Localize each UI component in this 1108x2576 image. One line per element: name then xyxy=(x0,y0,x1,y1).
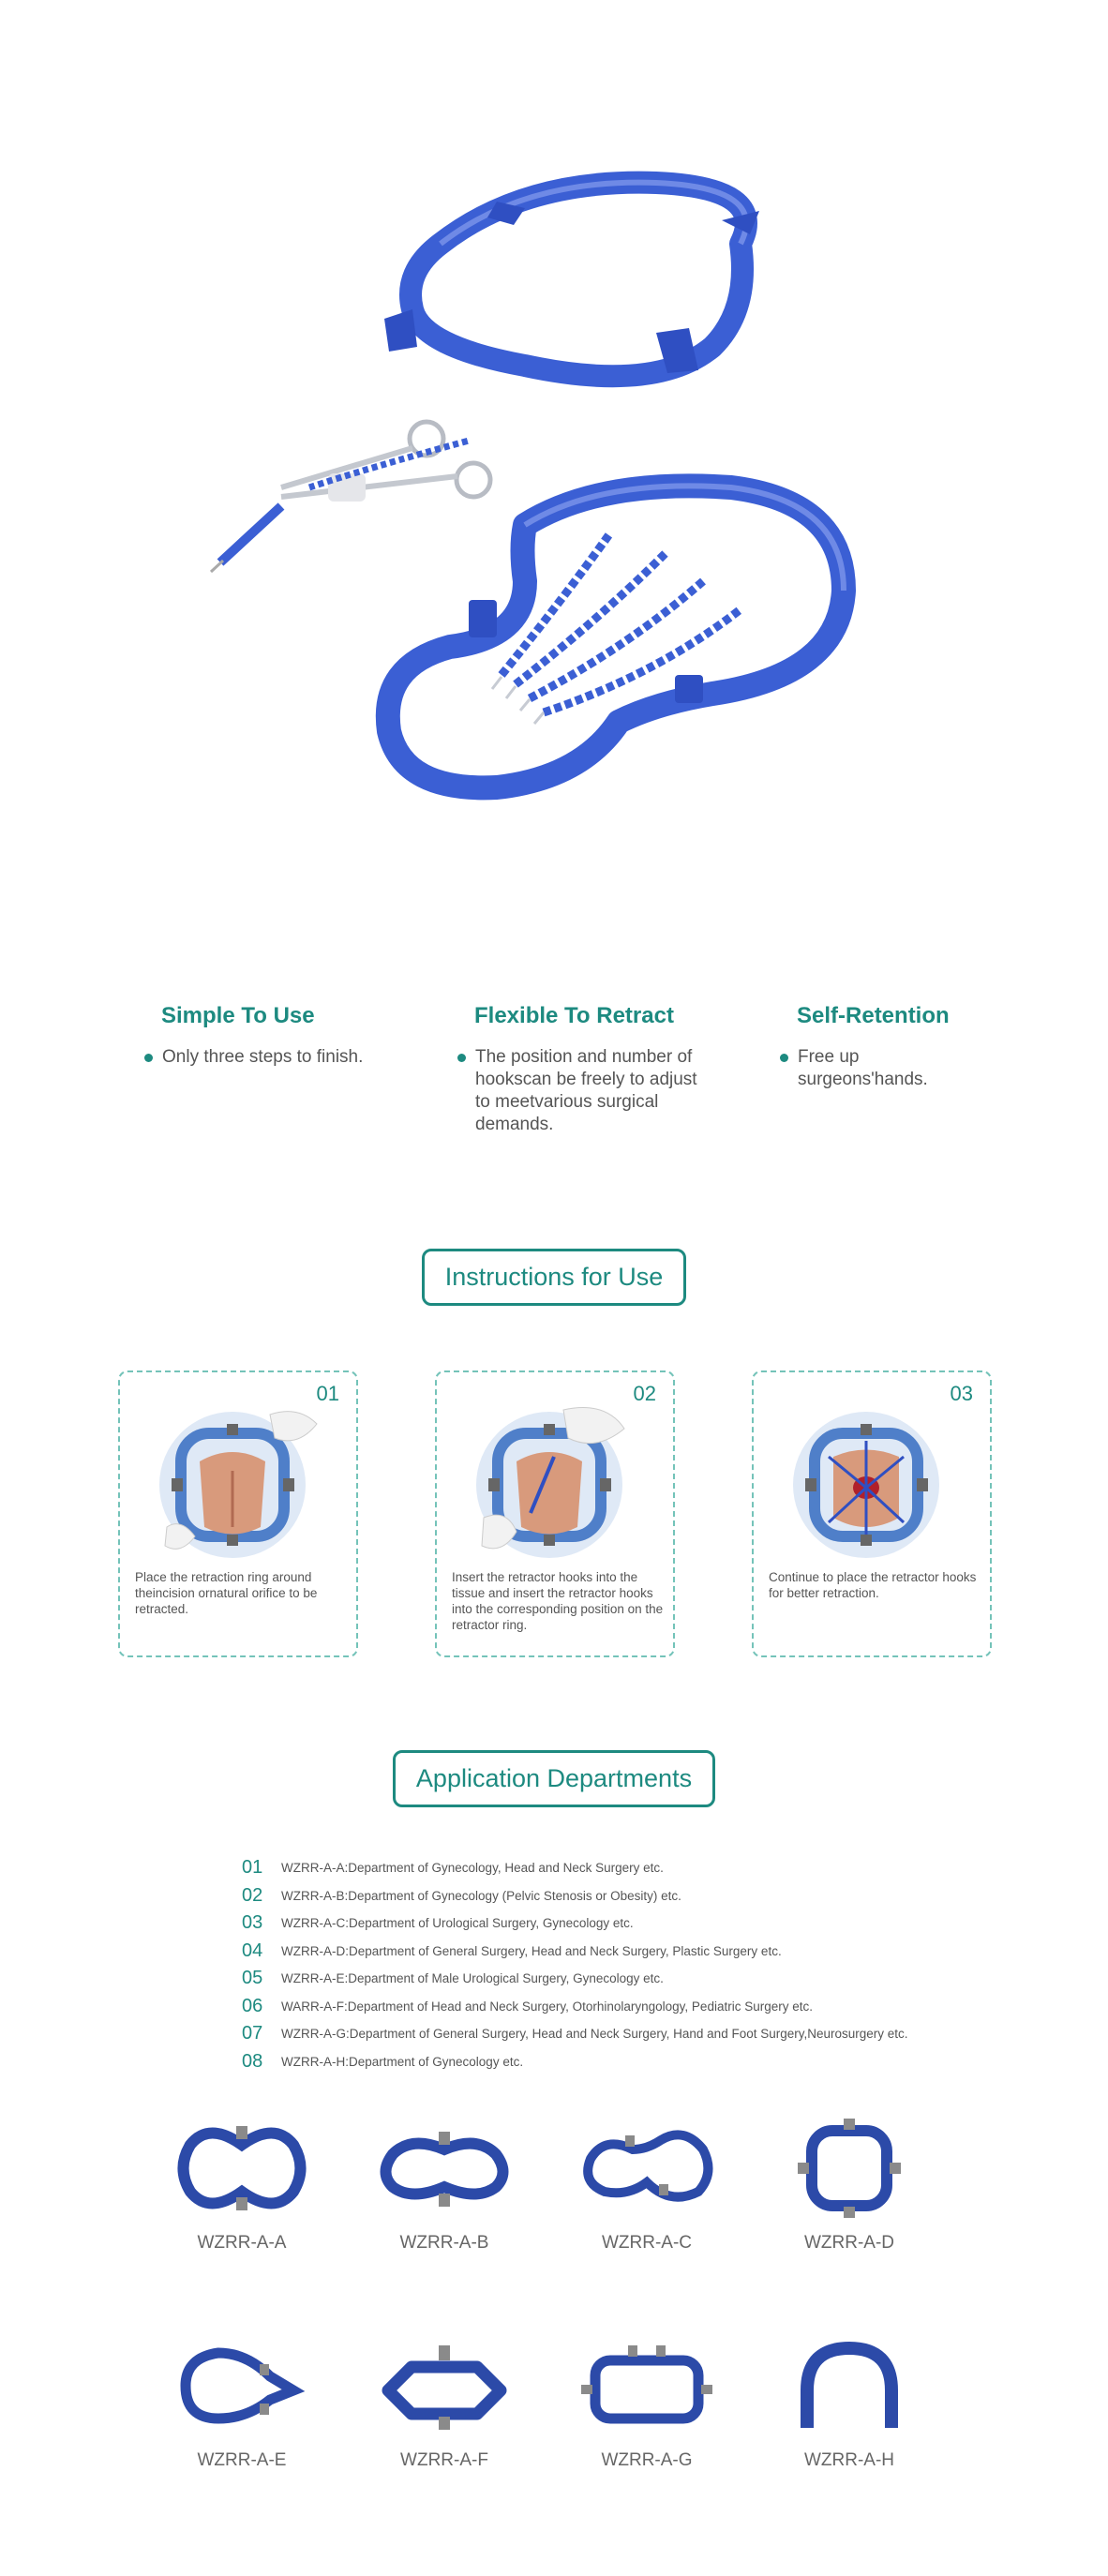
step-number: 02 xyxy=(633,1382,656,1405)
model-card xyxy=(756,2334,943,2471)
step-description: Insert the retractor hooks into the tissue and insert the retractor hooks into the corresponding position on the retractor ring. xyxy=(452,1570,664,1632)
model-b-oval-ring xyxy=(374,2117,515,2220)
model-label: WZRR-A-A xyxy=(197,2233,287,2253)
feature-text: The position and number of hookscan be freely to adjust to meetvarious surgical demands. xyxy=(475,1047,697,1134)
model-label: WZRR-A-C xyxy=(601,2233,693,2253)
feature-bullet-item xyxy=(457,1046,699,1136)
model-card xyxy=(553,2117,741,2254)
step-1-illustration xyxy=(157,1405,326,1565)
feature-title: Flexible To Retract xyxy=(474,1003,674,1028)
feature-bullet-item xyxy=(780,1046,966,1091)
model-g-rectangle-ring xyxy=(576,2334,717,2437)
dept-number: 08 xyxy=(242,2050,263,2072)
dept-number: 03 xyxy=(242,1912,263,1934)
list-item xyxy=(242,1938,908,1966)
list-item xyxy=(242,1993,908,2021)
dept-text: WARR-A-F:Department of Head and Neck Surgery, Otorhinolaryngology, Pediatric Surgery etc. xyxy=(281,1999,813,2014)
model-card xyxy=(351,2117,538,2254)
model-card xyxy=(351,2334,538,2471)
model-card xyxy=(553,2334,741,2471)
model-label: WZRR-A-E xyxy=(197,2450,287,2470)
list-item xyxy=(242,2048,908,2076)
departments-heading xyxy=(0,1750,1108,1807)
list-item xyxy=(242,1965,908,1993)
instruction-step-card xyxy=(435,1370,675,1657)
dept-text: WZRR-A-C:Department of Urological Surgery, Gynecology etc. xyxy=(281,1916,634,1931)
instruction-step-card xyxy=(118,1370,358,1657)
dept-text: WZRR-A-D:Department of General Surgery, Head and Neck Surgery, Plastic Surgery etc. xyxy=(281,1943,782,1958)
dept-number: 05 xyxy=(242,1968,263,1989)
dept-text: WZRR-A-E:Department of Male Urological Surgery, Gynecology etc. xyxy=(281,1971,664,1986)
model-label: WZRR-A-D xyxy=(803,2233,895,2253)
feature-title: Self-Retention xyxy=(797,1003,950,1028)
model-d-square-ring xyxy=(779,2117,920,2220)
model-label: WZRR-A-F xyxy=(400,2450,488,2470)
retractor-product-illustration xyxy=(0,0,1108,937)
feature-flexible-to-retract xyxy=(474,1003,699,1136)
list-item xyxy=(242,1854,908,1882)
bullet-icon xyxy=(780,1054,788,1062)
instructions-heading xyxy=(0,1249,1108,1306)
dept-text: WZRR-A-G:Department of General Surgery, Head and Neck Surgery, Hand and Foot Surgery,Neurosurgery etc. xyxy=(281,2027,908,2042)
bottom-ring xyxy=(388,486,844,787)
dept-text: WZRR-A-B:Department of Gynecology (Pelvic Stenosis or Obesity) etc. xyxy=(281,1888,681,1903)
instruction-step-card xyxy=(752,1370,992,1657)
model-card xyxy=(148,2117,336,2254)
feature-self-retention xyxy=(797,1003,966,1091)
dept-number: 07 xyxy=(242,2023,263,2044)
instructions-title: Instructions for Use xyxy=(422,1249,687,1306)
bullet-icon xyxy=(457,1054,466,1062)
feature-title: Simple To Use xyxy=(161,1003,315,1028)
top-ring xyxy=(411,183,746,377)
hero-product-image xyxy=(0,0,1108,937)
hook-clamp-tool xyxy=(211,422,490,572)
model-c-figure8-ring xyxy=(576,2117,717,2220)
dept-number: 02 xyxy=(242,1884,263,1906)
model-f-hexagon-ring xyxy=(374,2334,515,2437)
model-a-figure8-ring xyxy=(172,2117,312,2220)
model-label: WZRR-A-G xyxy=(601,2450,693,2470)
model-label: WZRR-A-H xyxy=(803,2450,895,2470)
feature-text: Free up surgeons'hands. xyxy=(798,1047,928,1089)
step-2-illustration xyxy=(474,1405,643,1565)
model-label: WZRR-A-B xyxy=(399,2233,489,2253)
step-description: Place the retraction ring around theincision ornatural orifice to be retracted. xyxy=(135,1570,318,1616)
model-e-teardrop-ring xyxy=(172,2334,312,2437)
bullet-icon xyxy=(144,1054,153,1062)
step-number: 03 xyxy=(950,1382,973,1405)
step-description: Continue to place the retractor hooks for better retraction. xyxy=(769,1570,977,1600)
dept-number: 01 xyxy=(242,1857,263,1879)
step-number: 01 xyxy=(316,1382,339,1405)
feature-bullet-item xyxy=(144,1046,386,1069)
list-item xyxy=(242,1882,908,1910)
list-item xyxy=(242,2020,908,2048)
step-3-illustration xyxy=(791,1405,960,1565)
departments-title: Application Departments xyxy=(393,1750,715,1807)
model-h-horseshoe-ring xyxy=(779,2334,920,2437)
dept-number: 04 xyxy=(242,1939,263,1961)
feature-simple-to-use xyxy=(161,1003,386,1069)
dept-text: WZRR-A-H:Department of Gynecology etc. xyxy=(281,2054,524,2069)
feature-text: Only three steps to finish. xyxy=(162,1047,364,1067)
departments-list xyxy=(242,1854,908,2075)
dept-text: WZRR-A-A:Department of Gynecology, Head and Neck Surgery etc. xyxy=(281,1861,664,1876)
dept-number: 06 xyxy=(242,1995,263,2016)
list-item xyxy=(242,1910,908,1938)
model-card xyxy=(756,2117,943,2254)
model-card xyxy=(148,2334,336,2471)
